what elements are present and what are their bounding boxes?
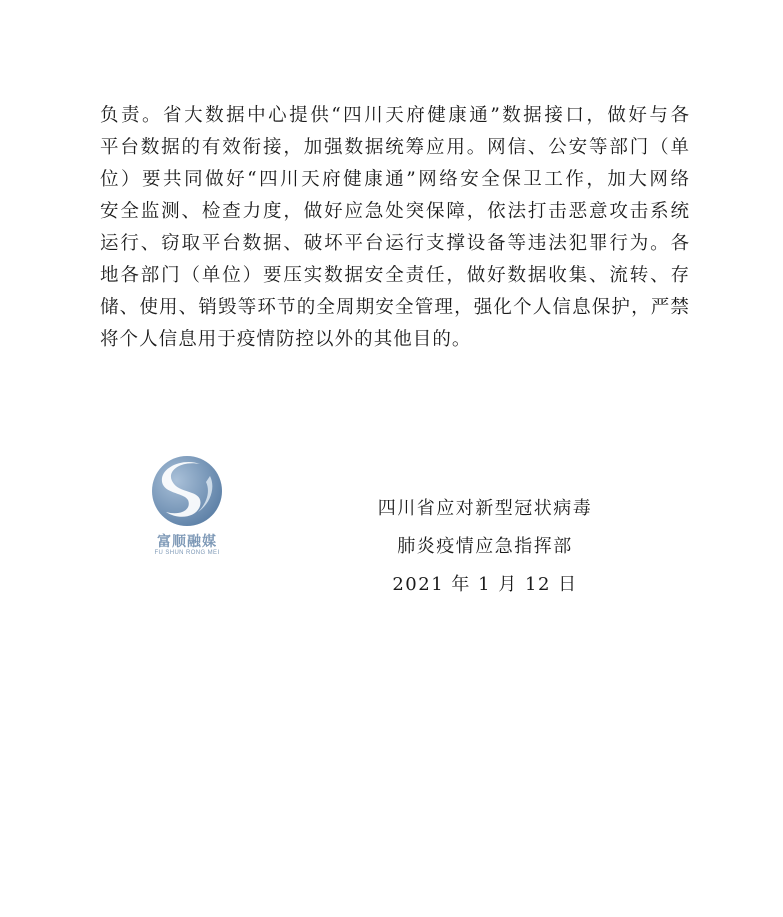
logo-english-name: FU SHUN RONG MEI <box>154 550 220 556</box>
signature-block <box>340 490 630 604</box>
body-line: 负责。省大数据中心提供“四川天府健康通”数据接口，做好与各 <box>100 105 690 126</box>
body-line: 安全监测、检查力度，做好应急处突保障，依法打击恶意攻击系统 <box>100 201 690 222</box>
body-line: 位）要共同做好“四川天府健康通”网络安全保卫工作，加大网络 <box>100 169 690 190</box>
swirl-logo-icon <box>150 454 224 528</box>
body-line: 将个人信息用于疫情防控以外的其他目的。 <box>100 329 472 350</box>
issue-date: 2021 年 1 月 12 日 <box>392 574 578 595</box>
body-line: 平台数据的有效衔接，加强数据统筹应用。网信、公安等部门（单 <box>100 137 690 158</box>
fushun-media-logo <box>146 454 228 560</box>
body-paragraph <box>100 100 690 356</box>
issuing-organization-line-2: 肺炎疫情应急指挥部 <box>397 536 573 557</box>
body-line: 储、使用、销毁等环节的全周期安全管理，强化个人信息保护，严禁 <box>100 297 690 318</box>
issuing-organization-line-1: 四川省应对新型冠状病毒 <box>377 498 593 519</box>
body-line: 地各部门（单位）要压实数据安全责任，做好数据收集、流转、存 <box>100 265 690 286</box>
logo-chinese-name: 富顺融媒 <box>157 534 217 550</box>
body-line: 运行、窃取平台数据、破坏平台运行支撑设备等违法犯罪行为。各 <box>100 233 690 254</box>
